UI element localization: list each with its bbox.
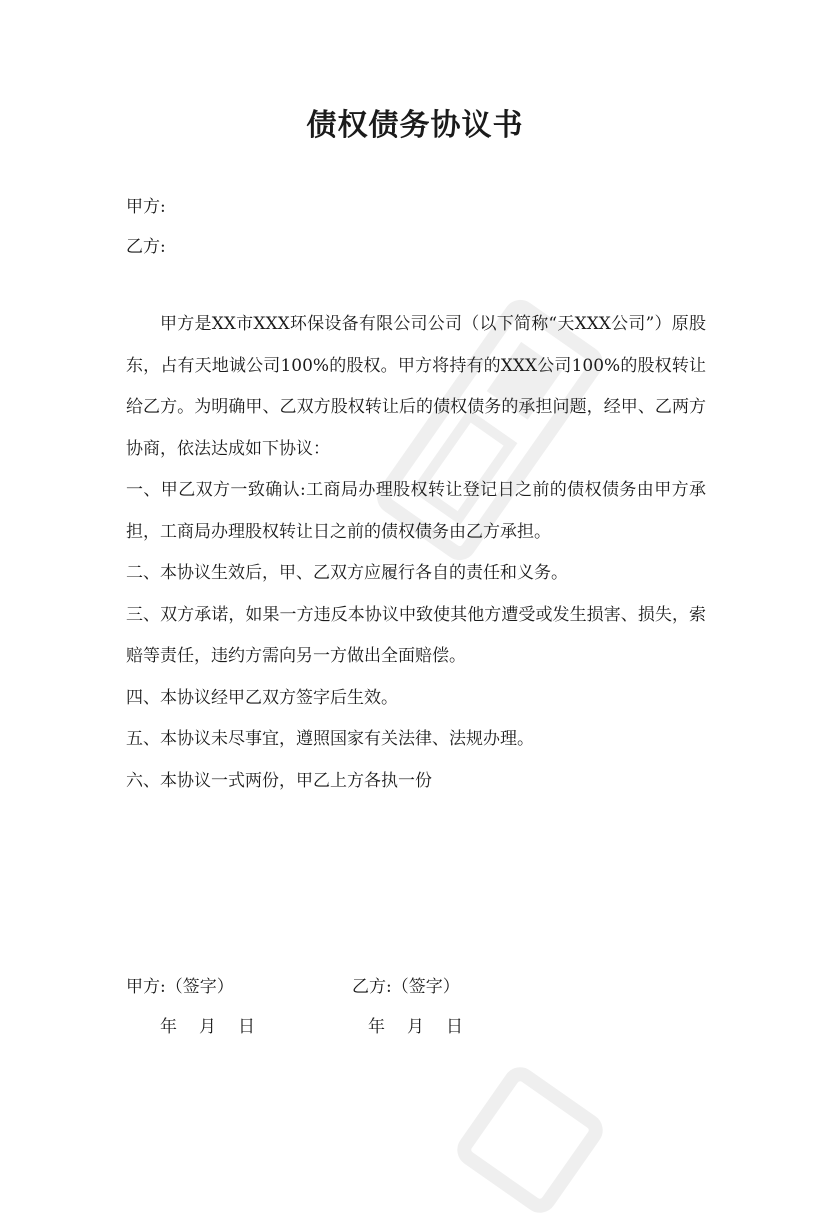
party-b-year: 年 bbox=[368, 1017, 385, 1037]
party-b-signature: 乙方:（签字） bbox=[352, 977, 460, 997]
clause-3: 三、双方承诺，如果一方违反本协议中致使其他方遭受或发生损害、损失，索赔等责任，违约方需向另一方做出全面赔偿。 bbox=[126, 604, 706, 666]
party-a-date bbox=[160, 1012, 277, 1037]
party-a-year: 年 bbox=[160, 1017, 177, 1037]
intro-paragraph: 甲方是XX市XXX环保设备有限公司公司（以下简称“天XXX公司”）原股东，占有天地诚公司100%的股权。甲方将持有的XXX公司100%的股权转让给乙方。为明确甲、乙双方股权转让后的债权债务的承担问题，经甲、乙两方协商，依法达成如下协议： bbox=[126, 314, 706, 459]
party-b-day: 日 bbox=[446, 1017, 463, 1037]
party-b-label: 乙方: bbox=[126, 237, 166, 257]
party-a-signature: 甲方:（签字） bbox=[126, 977, 234, 997]
clause-4: 四、本协议经甲乙双方签字后生效。 bbox=[126, 687, 398, 708]
clause-1: 一、甲乙双方一致确认:工商局办理股权转让登记日之前的债权债务由甲方承担，工商局办理股权转让日之前的债权债务由乙方承担。 bbox=[126, 480, 706, 542]
party-a-month: 月 bbox=[199, 1017, 216, 1037]
agreement-body bbox=[126, 304, 706, 802]
page-title: 债权债务协议书 bbox=[306, 108, 524, 143]
clause-5: 五、本协议未尽事宜，遵照国家有关法律、法规办理。 bbox=[126, 729, 534, 749]
clause-6: 六、本协议一式两份，甲乙上方各执一份 bbox=[126, 770, 432, 791]
watermark-logo-bottom bbox=[446, 1056, 613, 1223]
party-a-label: 甲方: bbox=[126, 197, 166, 217]
party-b-date bbox=[368, 1012, 485, 1037]
clause-2: 二、本协议生效后，甲、乙双方应履行各自的责任和义务。 bbox=[126, 563, 568, 583]
party-a-day: 日 bbox=[238, 1017, 255, 1037]
party-b-month: 月 bbox=[407, 1017, 424, 1037]
